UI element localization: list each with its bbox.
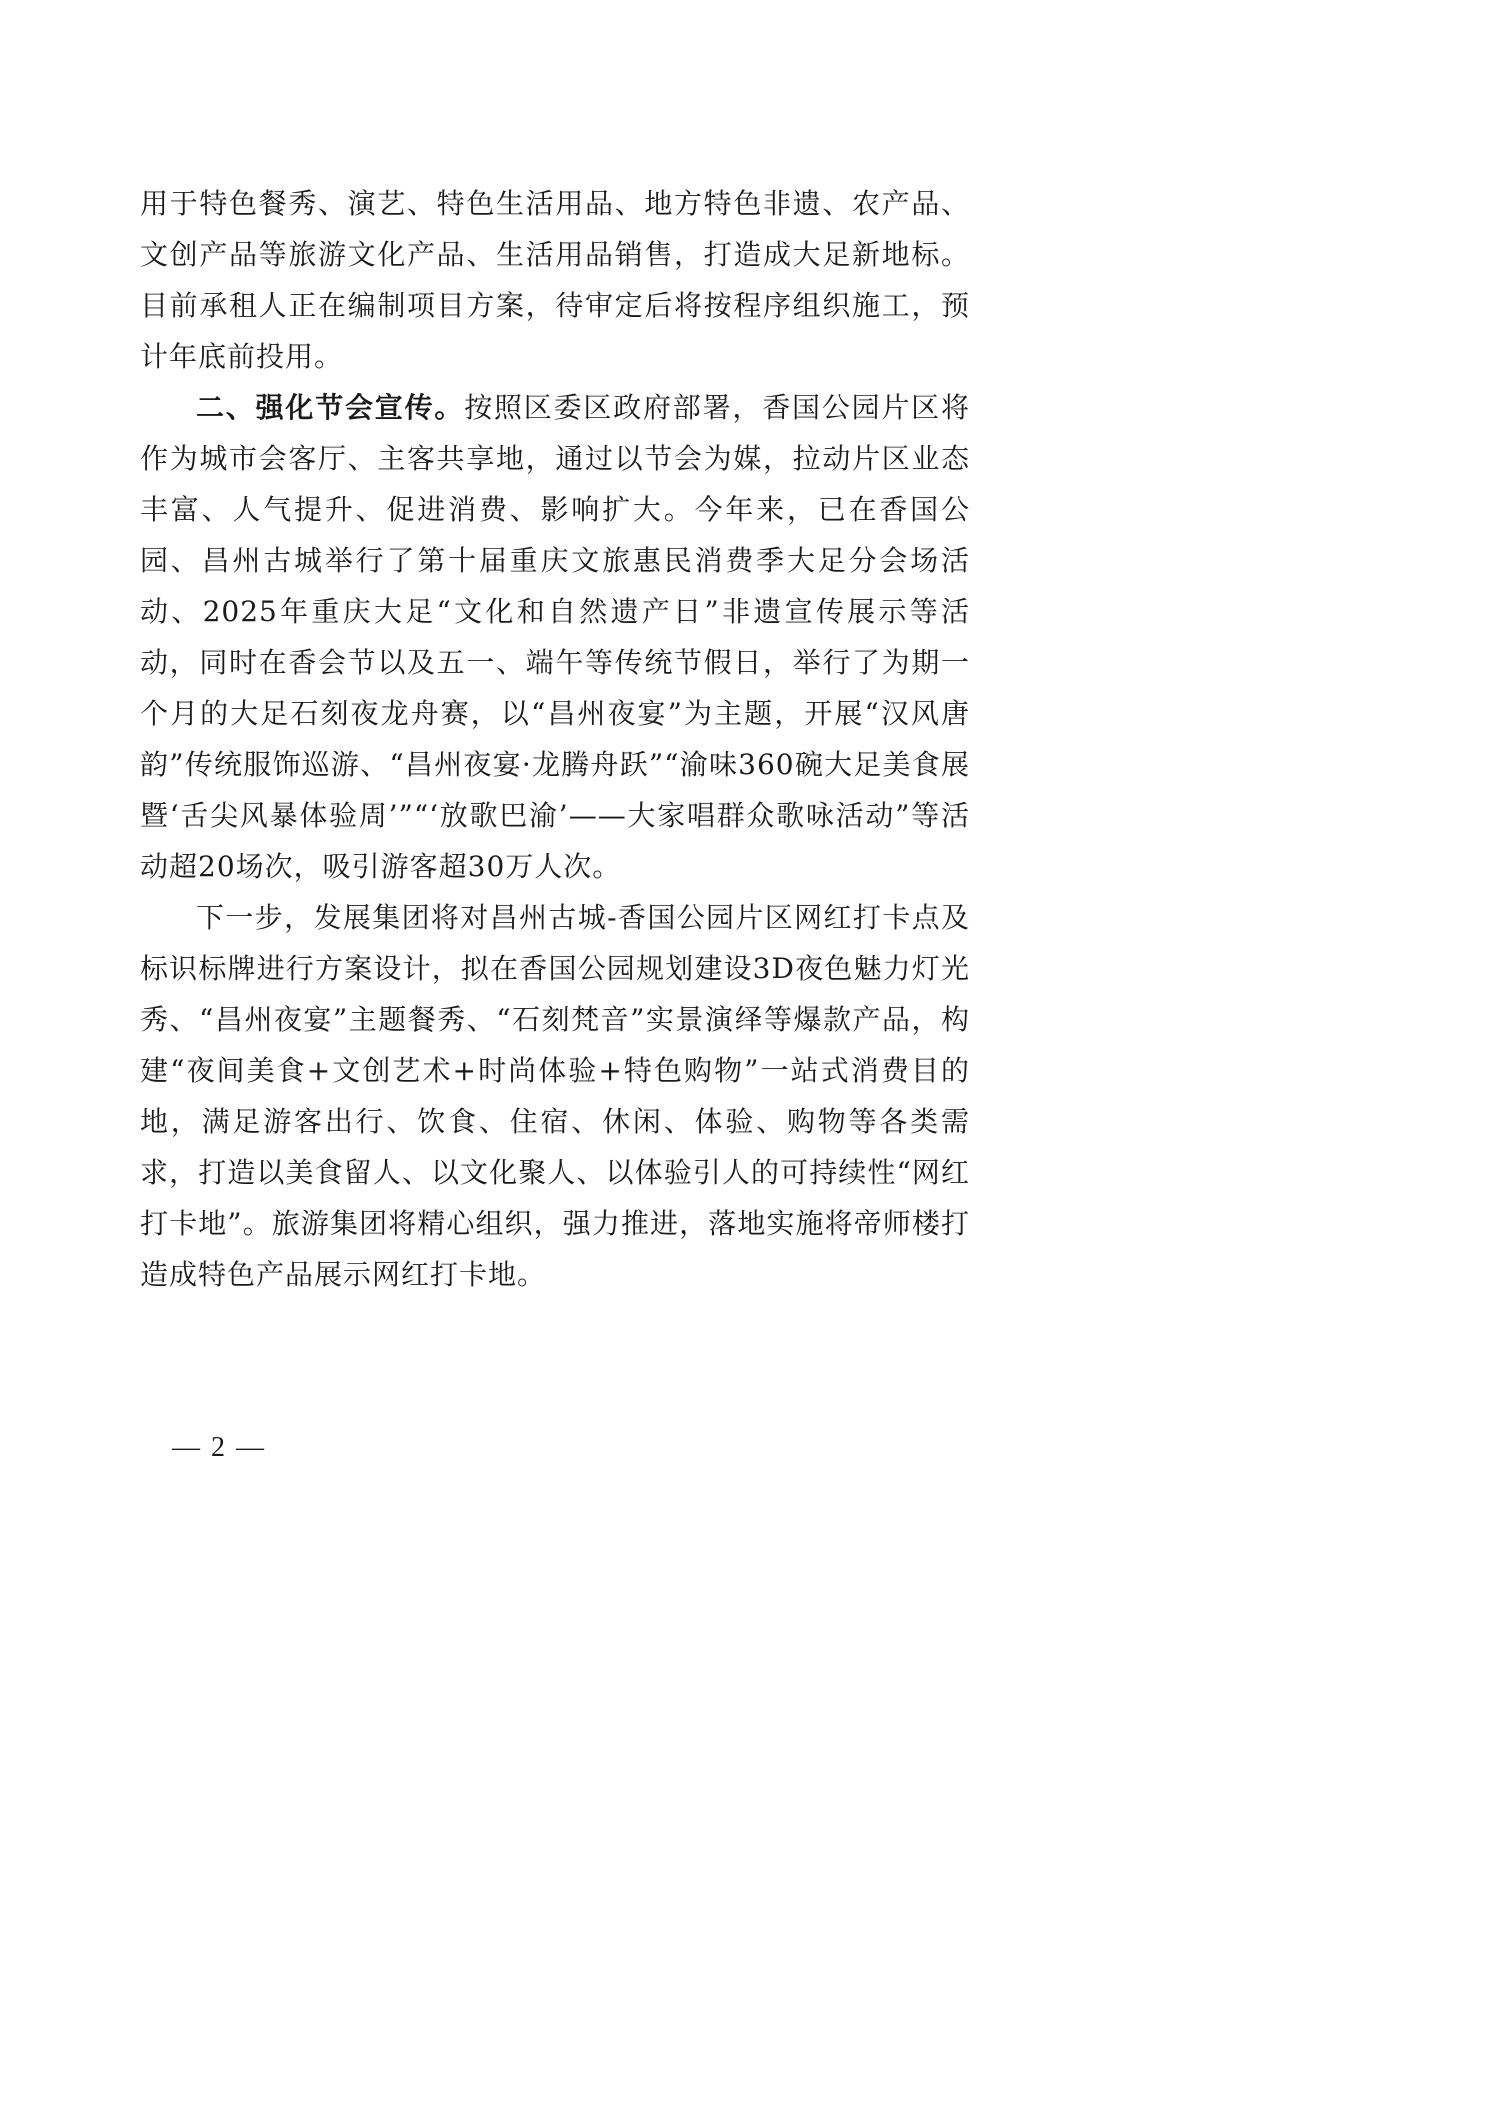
paragraph-2-text: 按照区委区政府部署，香国公园片区将作为城市会客厅、主客共享地，通过以节会为媒，拉动片区业态丰富、人气提升、促进消费、影响扩大。今年来，已在香国公园、昌州古城举行了第十届重庆文旅惠民消费季大足分会场活动、2025年重庆大足“文化和自然遗产日”非遗宣传展示等活动，同时在香会节以及五一、端午等传统节假日，举行了为期一个月的大足石刻夜龙舟赛，以“昌州夜宴”为主题，开展“汉风唐韵”传统服饰巡游、“昌州夜宴·龙腾舟跃”“渝味360碗大足美食展暨‘舌尖风暴体验周’”“‘放歌巴渝’——大家唱群众歌咏活动”等活动超20场次，吸引游客超30万人次。	[140, 391, 970, 883]
paragraph-3-text: 下一步，发展集团将对昌州古城-香国公园片区网红打卡点及标识标牌进行方案设计，拟在香国公园规划建设3D夜色魅力灯光秀、“昌州夜宴”主题餐秀、“石刻梵音”实景演绎等爆款产品，构建“夜间美食+文创艺术+时尚体验+特色购物”一站式消费目的地，满足游客出行、饮食、住宿、休闲、体验、购物等各类需求，打造以美食留人、以文化聚人、以体验引人的可持续性“网红打卡地”。旅游集团将精心组织，强力推进，落地实施将帝师楼打造成特色产品展示网红打卡地。	[140, 901, 970, 1291]
paragraph-1-text: 用于特色餐秀、演艺、特色生活用品、地方特色非遗、农产品、文创产品等旅游文化产品、生活用品销售，打造成大足新地标。目前承租人正在编制项目方案，待审定后将按程序组织施工，预计年底前投用。	[140, 187, 970, 373]
page-number: — 2 —	[172, 1432, 266, 1463]
section-heading-2: 二、强化节会宣传。	[196, 391, 465, 424]
paragraph-1	[140, 178, 970, 382]
paragraph-3	[140, 892, 970, 1300]
document-body	[140, 178, 970, 1300]
paragraph-2	[140, 382, 970, 892]
